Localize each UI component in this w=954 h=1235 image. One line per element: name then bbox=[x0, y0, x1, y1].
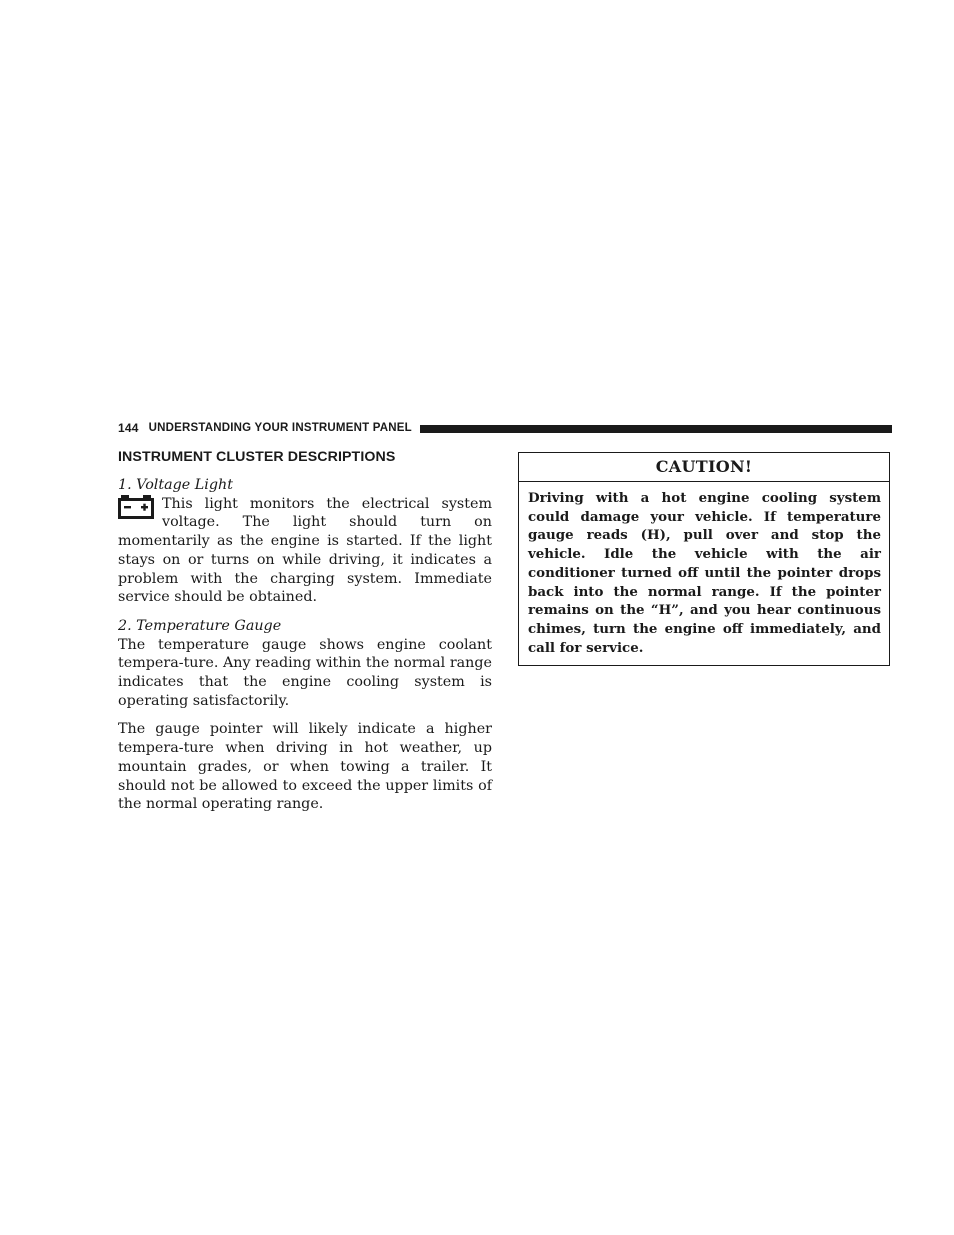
caution-box bbox=[518, 452, 890, 666]
temperature-gauge-paragraph-2: The gauge pointer will likely indicate a higher tempera-ture when driving in hot weather, up mountain grades, or when towing a trailer. It should not be allowed to exceed the upper limits of the normal operating range. bbox=[118, 721, 492, 813]
temperature-gauge-paragraph-1: The temperature gauge shows engine coolant tempera-ture. Any reading within the normal range indicates that the engine cooling system is operating satisfactorily. bbox=[118, 636, 492, 709]
battery-icon bbox=[118, 495, 154, 519]
voltage-light-subhead: 1. Voltage Light bbox=[118, 477, 233, 493]
voltage-light-text: This light monitors the electrical system voltage. The light should turn on momentarily as the engine is started. If the light stays on or turns on while driving, it indicates a problem with the charging system. Immediate service should be obtained. bbox=[118, 495, 492, 606]
caution-text: Driving with a hot engine cooling system could damage your vehicle. If temperature gauge reads (H), pull over and stop the vehicle. Idle the vehicle with the air conditioner turned off until the pointer drops back into the normal range. If the pointer remains on the “H”, and you hear continuous chimes, turn the engine off immediately, and call for service. bbox=[528, 490, 881, 656]
header-rule bbox=[420, 425, 892, 433]
page-header bbox=[118, 420, 892, 436]
voltage-light-paragraph bbox=[118, 495, 492, 607]
page-number: 144 bbox=[118, 421, 139, 435]
section-title: UNDERSTANDING YOUR INSTRUMENT PANEL bbox=[148, 422, 412, 434]
temperature-gauge-subhead: 2. Temperature Gauge bbox=[118, 617, 282, 634]
caution-title: CAUTION! bbox=[519, 453, 889, 482]
left-column bbox=[118, 448, 492, 814]
section-heading: INSTRUMENT CLUSTER DESCRIPTIONS bbox=[118, 449, 396, 465]
